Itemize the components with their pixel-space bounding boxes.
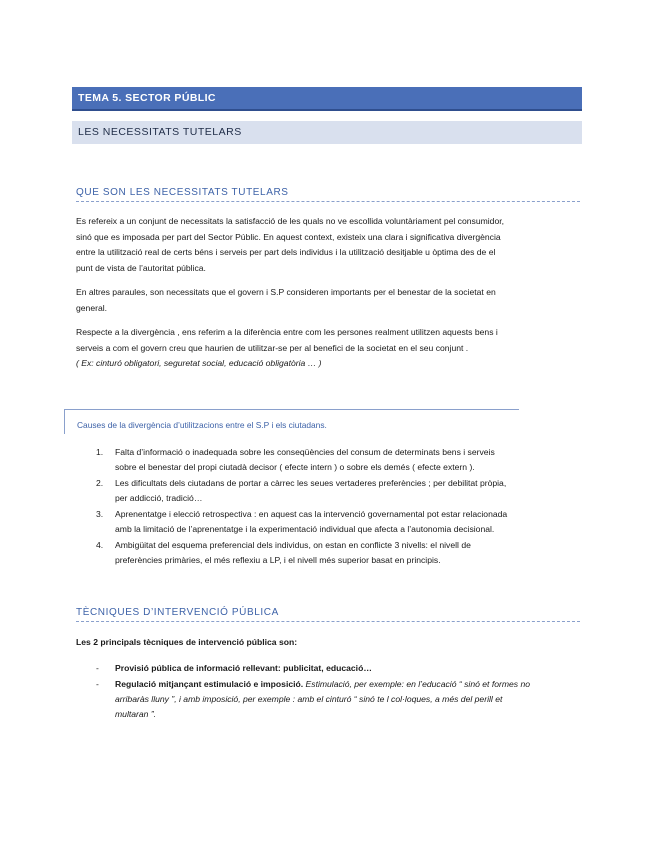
section-heading-tecniques: TÈCNIQUES D’INTERVENCIÓ PÚBLICA: [76, 607, 580, 622]
text-line: Falta d’informació o inadequada sobre les conseqüències del consum de determinats bens i serveis: [115, 447, 495, 457]
text-line: general.: [76, 302, 108, 313]
list-number: 3.: [96, 509, 104, 519]
example-line: ( Ex: cinturó obligatori, seguretat social, educació obligatòria … ): [76, 358, 322, 368]
text-line: arribaràs lluny ”, i amb imposició, per exemple : amb el cinturó “ sinó te l col·loques, a més del perill et: [115, 694, 503, 704]
text-line: En altres paraules, son necessitats que el govern i S.P consideren importants per el benestar de la societat en: [76, 287, 496, 297]
text-line: serveis a com el govern creu que haurien de utilitzar-se per al benefici de la societat en el seu conjunt .: [76, 342, 469, 353]
list-item: [96, 538, 576, 568]
text-bold-lead: Regulació mitjançant estimulació e imposició.: [115, 679, 304, 689]
list-bullet: -: [96, 663, 99, 673]
text-line: Les dificultats dels ciutadans de portar a càrrec les seues vertaderes preferències ; per debilitat pròpia,: [115, 478, 507, 488]
causes-heading-box: [64, 409, 519, 434]
text-line: Ambigüitat del esquema preferencial dels individus, on estan en conflicte 3 nivells: el nivell de: [115, 540, 471, 550]
list-item: [96, 476, 576, 506]
text-line: amb la limitació de l’aprenentatge i la experimentació individual que afecta a l’autonomia decisional.: [115, 524, 495, 534]
list-item: [96, 661, 576, 676]
tema-banner: [72, 87, 582, 111]
text-line: Aprenentatge i elecció retrospectiva : en aquest cas la intervenció governamental pot estar relacionada: [115, 509, 508, 519]
text-line: punt de vista de l’autoritat pública.: [76, 262, 206, 273]
text-line: preferències primàries, el més reflexiu a LP, i el nivell més superior basat en principis.: [115, 555, 441, 565]
tema-title: TEMA 5. SECTOR PÚBLIC: [78, 92, 216, 104]
subtitle-banner: [72, 121, 582, 144]
list-number: 2.: [96, 478, 104, 488]
paragraph-definition: [76, 214, 576, 276]
list-item: [96, 445, 576, 475]
list-number: 1.: [96, 447, 104, 457]
text-line: Es refereix a un conjunt de necessitats la satisfacció de les quals no ve escollida voluntàriament pel consumidor,: [76, 216, 505, 226]
text-line: Respecte a la divergència , ens referim a la diferència entre com les persones realment utilitzen aquests bens i: [76, 327, 498, 337]
causes-list: [96, 445, 576, 569]
list-item: [96, 677, 576, 722]
text-italic: Estimulació, per exemple: en l’educació “ sinó et formes no: [305, 679, 531, 689]
subtitle-title: LES NECESSITATS TUTELARS: [78, 126, 242, 138]
paragraph-divergence: [76, 325, 576, 372]
section-heading-necessitats: QUE SON LES NECESSITATS TUTELARS: [76, 187, 580, 202]
text-line: entre la utilització real de certs béns i serveis per part dels individus i la utilització desitjable u òptima des de el: [76, 247, 496, 257]
text-line: Provisió pública de informació rellevant: publicitat, educació…: [115, 663, 372, 673]
text-line: sobre el benestar del propi ciutadà decisor ( efecte intern ) o sobre els demés ( efecte extern ).: [115, 462, 475, 472]
causes-heading: Causes de la divergència d’utilitzacions entre el S.P i els ciutadans.: [77, 420, 327, 430]
text-line: multaran ”.: [115, 709, 157, 719]
text-line: sinó que es imposada per part del Sector Públic. En aquest context, existeix una clara i significativa divergència: [76, 231, 501, 242]
list-item: [96, 507, 576, 537]
tecniques-intro: Les 2 principals tècniques de intervenció pública son:: [76, 637, 298, 647]
list-number: 4.: [96, 540, 104, 550]
tecniques-list: [96, 661, 576, 723]
text-line: per addicció, tradició…: [115, 493, 203, 503]
list-bullet: -: [96, 679, 99, 689]
paragraph-other-words: [76, 285, 576, 316]
